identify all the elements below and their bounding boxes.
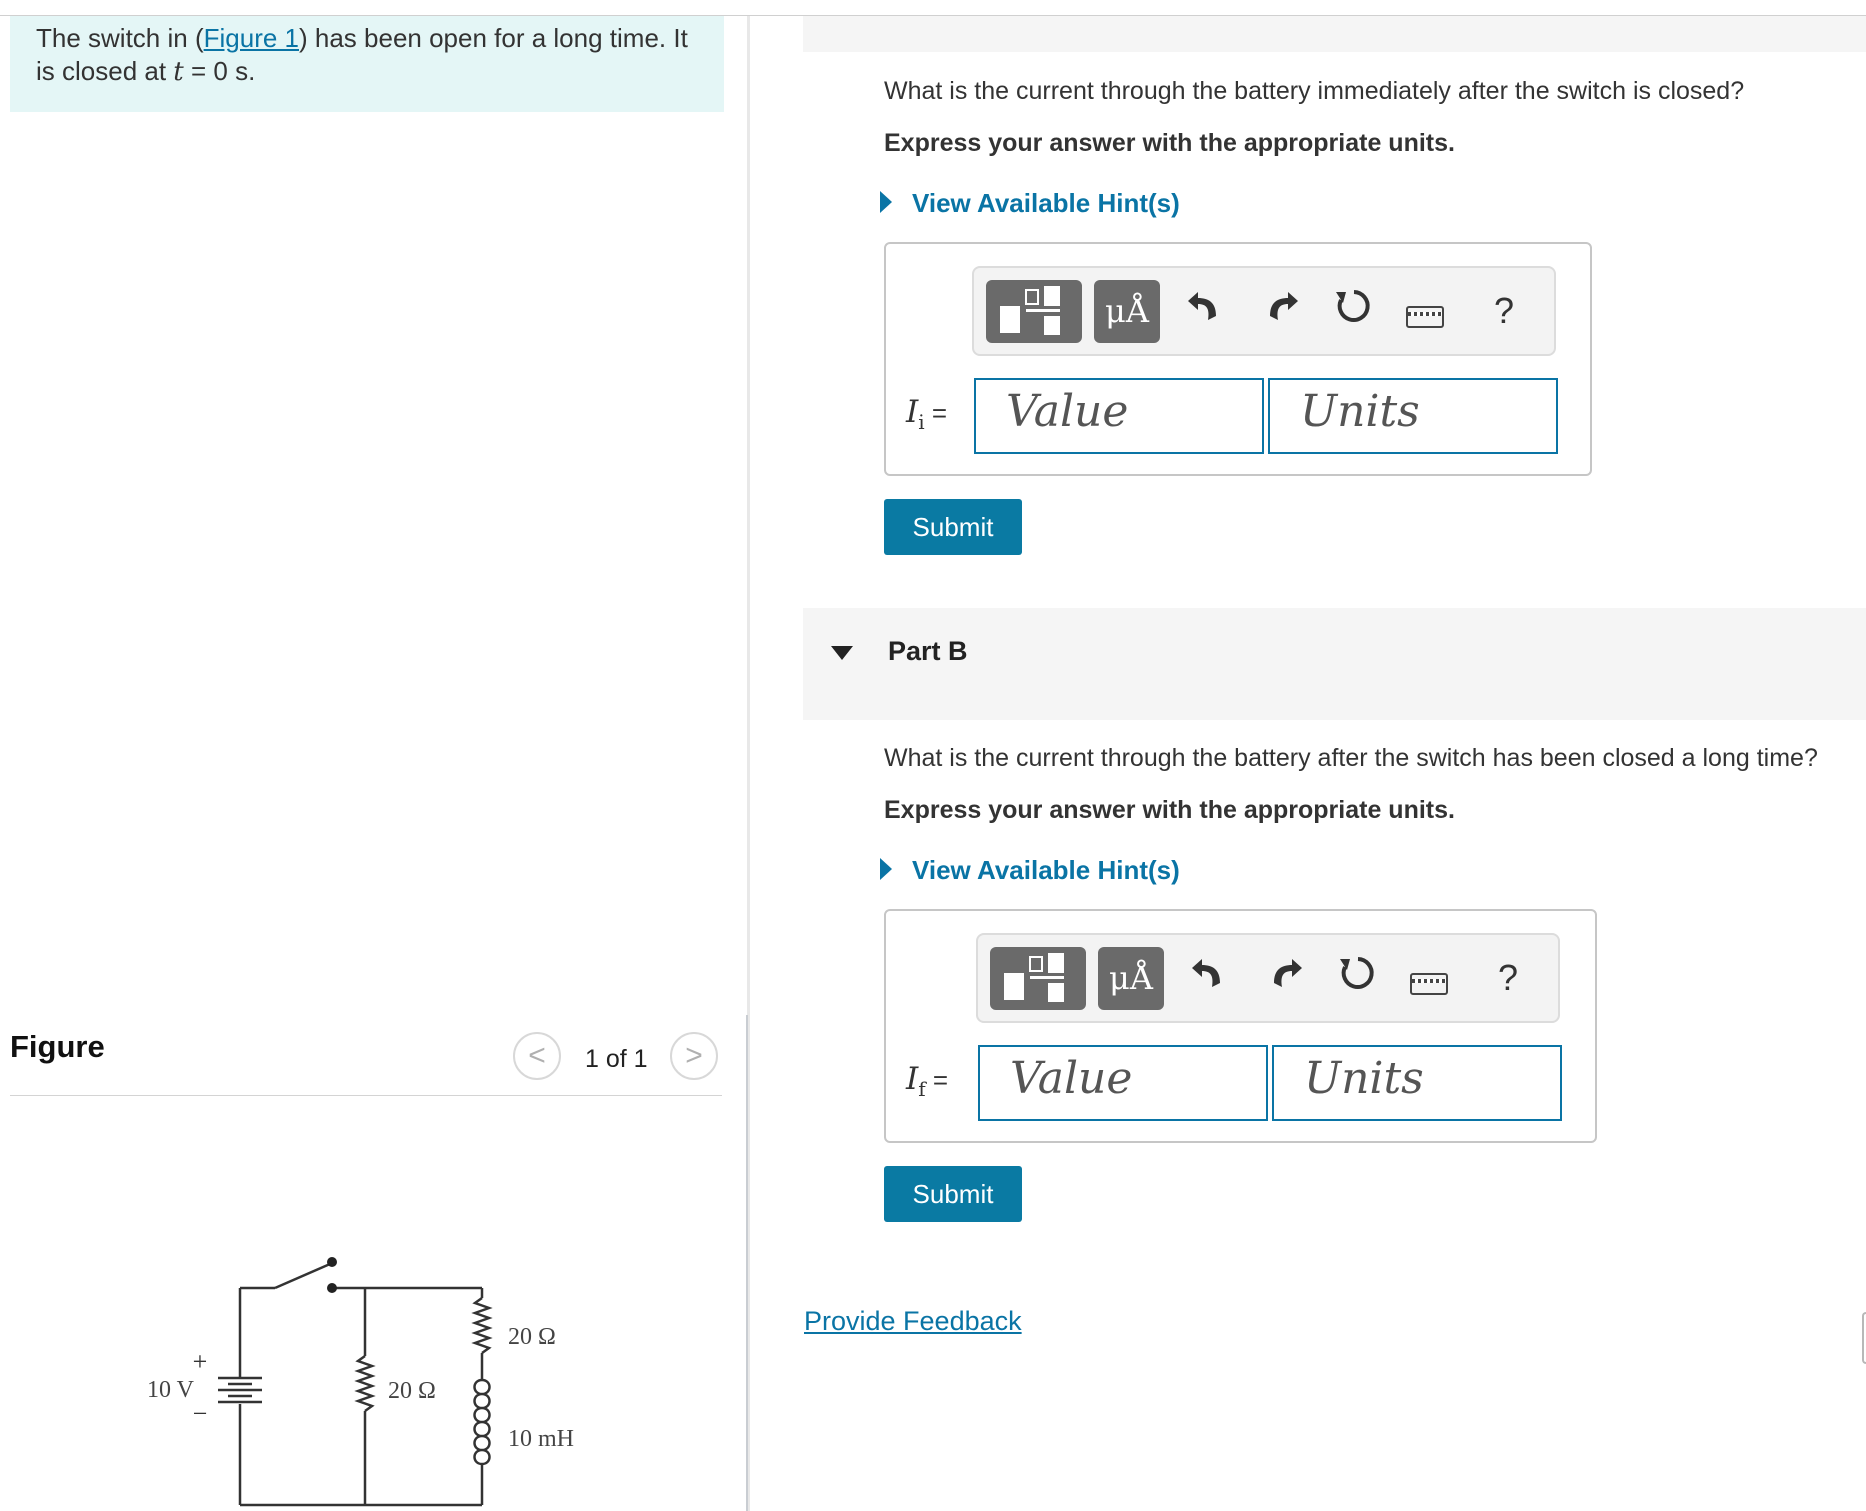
part-b-hint-toggle[interactable] (880, 855, 1180, 886)
resistor-middle (358, 1356, 372, 1411)
keyboard-icon[interactable] (1406, 306, 1444, 328)
plus-label: + (192, 1347, 208, 1376)
part-b-units-input[interactable]: Units (1272, 1045, 1562, 1121)
resistor-right-label: 20 Ω (508, 1324, 556, 1350)
reset-icon[interactable] (1334, 286, 1374, 326)
figure-title: Figure (10, 1029, 105, 1064)
part-a-value-input[interactable]: Value (974, 378, 1264, 454)
part-a-instruction: Express your answer with the appropriate units. (884, 129, 1455, 157)
units-icon: μÅ (1105, 292, 1149, 330)
chevron-left-icon: < (528, 1039, 546, 1072)
caret-right-icon (880, 858, 892, 880)
chevron-right-icon: > (685, 1039, 703, 1072)
minus-label: − (192, 1399, 208, 1428)
undo-icon[interactable] (1190, 953, 1230, 993)
figure-link[interactable]: Figure 1 (203, 23, 299, 53)
equals-sign: = (925, 1065, 949, 1095)
problem-statement (10, 16, 724, 112)
voltage-label: 10 V (147, 1377, 194, 1403)
caret-right-icon (880, 191, 892, 213)
part-b-question: What is the current through the battery after the switch has been closed a long time? (884, 744, 1818, 772)
part-b-variable (906, 1061, 948, 1101)
part-a-toolbar (972, 266, 1556, 356)
units-icon: μÅ (1109, 959, 1153, 997)
switch-pivot (327, 1283, 337, 1293)
provide-feedback-link[interactable]: Provide Feedback (804, 1306, 1022, 1336)
part-b-hint-label: View Available Hint(s) (912, 855, 1180, 885)
circuit-diagram (130, 1250, 600, 1511)
part-a-header-strip (803, 16, 1866, 52)
resistor-right (475, 1298, 489, 1353)
part-a-units-input[interactable]: Units (1268, 378, 1558, 454)
side-tab[interactable] (1862, 1312, 1866, 1364)
redo-icon[interactable] (1266, 953, 1306, 993)
help-icon[interactable]: ? (1494, 290, 1515, 331)
part-a-question: What is the current through the battery immediately after the switch is closed? (884, 77, 1745, 105)
inductor-coil (475, 1353, 490, 1505)
variable-subscript: f (918, 1077, 926, 1102)
keyboard-icon[interactable] (1410, 973, 1448, 995)
inductor-label: 10 mH (508, 1426, 574, 1452)
time-value: = 0 s. (183, 56, 256, 86)
part-a-hint-label: View Available Hint(s) (912, 188, 1180, 218)
figure-separator (10, 1095, 722, 1096)
part-b-answer-box (884, 909, 1597, 1143)
units-button[interactable] (1098, 947, 1164, 1010)
part-a-hint-toggle[interactable] (880, 188, 1180, 219)
equals-sign: = (924, 398, 948, 428)
switch-contact (327, 1257, 337, 1267)
pane-resize-handle[interactable] (746, 1015, 748, 1511)
time-variable: t (173, 57, 184, 87)
part-b-title: Part B (888, 636, 968, 666)
variable-subscript: i (918, 410, 925, 435)
templates-icon (986, 280, 1082, 343)
problem-text-2: ) has been open for a long time. It is closed at (36, 23, 688, 86)
figure-pager: 1 of 1 (585, 1045, 648, 1073)
problem-text: The switch in ( (36, 23, 204, 53)
variable-symbol: I (906, 1061, 919, 1097)
templates-icon (990, 947, 1086, 1010)
switch-blade (275, 1264, 330, 1288)
templates-button[interactable] (986, 280, 1082, 343)
part-b-submit-button[interactable]: Submit (884, 1166, 1022, 1222)
reset-icon[interactable] (1338, 953, 1378, 993)
templates-button[interactable] (990, 947, 1086, 1010)
part-b-value-input[interactable]: Value (978, 1045, 1268, 1121)
resistor-middle-label: 20 Ω (388, 1378, 436, 1404)
part-b-toolbar (976, 933, 1560, 1023)
part-b-instruction: Express your answer with the appropriate units. (884, 796, 1455, 824)
undo-icon[interactable] (1186, 286, 1226, 326)
part-a-submit-button[interactable]: Submit (884, 499, 1022, 555)
redo-icon[interactable] (1262, 286, 1302, 326)
prev-figure-button[interactable] (513, 1032, 561, 1080)
next-figure-button[interactable] (670, 1032, 718, 1080)
part-a-variable (906, 394, 947, 434)
part-a-answer-box (884, 242, 1592, 476)
units-button[interactable] (1094, 280, 1160, 343)
caret-down-icon[interactable] (831, 646, 853, 660)
variable-symbol: I (906, 394, 919, 430)
help-icon[interactable]: ? (1498, 957, 1519, 998)
